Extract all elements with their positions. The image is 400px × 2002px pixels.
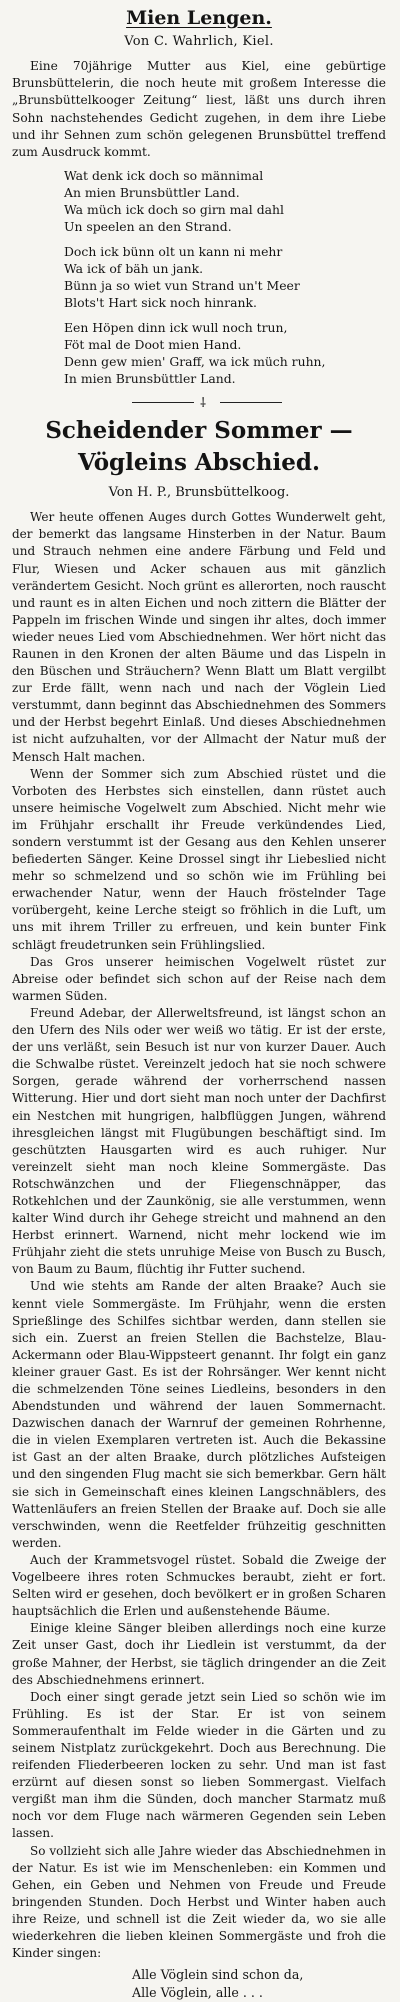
- article-paragraph: Wer heute offenen Auges durch Gottes Wunderwelt geht, der bemerkt das langsame Hinsterben in der Natur. Baum und Strauch nehmen eine andere Färbung und Feld und Flur, Wiesen und Acker schauen aus mit gänzlich verändertem Gesicht. Noch grünt es allerorten, noch rauscht und raunt es in alten Eichen und noch zittern die Blätter der Pappeln im frischen Winde und singen ihr altes, doch immer wieder neues Lied vom Abschiednehmen. Wer hört nicht das Raunen in den Kronen der alten Bäume und das Lispeln in den Büschen und Sträuchern? Wenn Blatt um Blatt vergilbt zur Erde fällt, wenn nach und nach der Vöglein Lied verstummt, dann beginnt das Abschiednehmen des Sommers und der Herbst begehrt Einlaß. Und dieses Abschiednehmen ist nicht aufzuhalten, vor der Allmacht der Natur muß der Mensch Halt machen.: [12, 510, 386, 764]
- divider-rule-right: [220, 402, 282, 403]
- article-paragraph: Das Gros unserer heimischen Vogelwelt rüstet zur Abreise oder befindet sich schon auf der Reise nach dem warmen Süden.: [12, 954, 386, 1003]
- poem-stanza: [64, 243, 386, 311]
- poem-line: Doch ick bünn olt un kann ni mehr: [64, 244, 283, 260]
- poem-section: [12, 6, 386, 387]
- poem-line: In mien Brunsbüttler Land.: [64, 371, 236, 387]
- divider-rule-left: [132, 402, 194, 403]
- article-byline: Von H. P., Brunsbüttelkoog.: [108, 485, 290, 501]
- song-line: Alle Vöglein, alle . . .: [132, 1985, 263, 2001]
- article-section: [12, 415, 386, 2002]
- article-paragraph: Einige kleine Sänger bleiben allerdings noch eine kurze Zeit unser Gast, doch ihr Liedlein ist verstummt, da der große Mahner, der Herbst, sie täglich dringender an die Zeit des Abschiednehmens erinnert.: [12, 1621, 386, 1687]
- article-paragraph: Auch der Krammetsvogel rüstet. Sobald die Zweige der Vogelbeere ihres roten Schmuckes beraubt, zieht er fort. Selten wird er gesehen, doch bevölkert er in großen Scharen hauptsächlich die Erlen und außenstehende Bäume.: [12, 1552, 386, 1619]
- article-paragraph: Und wie stehts am Rande der alten Braake? Auch sie kennt viele Sommergäste. Im Frühjahr, wenn die ersten Sprießlinge des Schilfes sichtbar werden, dann stellen sie sich ein. Zuerst an freien Stellen die Bachstelze, Blau-Ackermann oder Blau-Wippsteert genannt. Ihr folgt ein ganz kleiner grauer Gast. Es ist der Rohrsänger. Wer kennt nicht die schmelzenden Töne seines Liedleins, besonders in den Abendstunden und während der lauen Sommernacht. Dazwischen danach der Warnruf der gemeinen Rohrhenne, die in vielen Exemplaren vertreten ist. Auch die Bekassine ist Gast an der alten Braake, durch plötzliches Aufsteigen und den singenden Flug macht sie sich bemerkbar. Gern hält sie sich in Gemeinschaft eines kleinen Langschnäblers, des Wattenläufers an freien Stellen der Braake auf. Doch sie alle verschwinden, wenn die Reetfelder frühzeitig geschnitten werden.: [12, 1279, 386, 1550]
- article-paragraph: Freund Adebar, der Allerweltsfreund, ist längst schon an den Ufern des Nils oder wer weiß wo tätig. Er ist der erste, der uns verläßt, sein Besuch ist nur von kurzer Dauer. Auch die Schwalbe rüstet. Vereinzelt jedoch hat sie noch schwere Sorgen, gerade während der vorherrschend nassen Witterung. Hier und dort sieht man noch unter der Dachfirst ein Nestchen mit hungrigen, halbflüggen Jungen, während ihresgleichen längst mit Flugübungen beschäftigt sind. Im geschützten Hausgarten wird es auch ruhiger. Nur vereinzelt sieht man noch kleine Sommergäste. Das Rotschwänzchen und der Fliegenschnäpper, das Rotkehlchen und der Zaunkönig, sie alle verstummen, wenn kalter Wind durch ihr Gehege streicht und mahnend an den Herbst erinnert. Warnend, nicht mehr lockend wie im Frühjahr zieht die stets unruhige Meise von Busch zu Busch, von Baum zu Baum, flüchtig ihr Futter suchend.: [12, 1005, 386, 1277]
- article-title: [12, 415, 386, 479]
- poem-line: Een Höpen dinn ick wull noch trun,: [64, 320, 288, 336]
- article-title-line: Vögleins Abschied.: [77, 449, 320, 477]
- poem-line: Föt mal de Doot mien Hand.: [64, 337, 242, 353]
- poem-line: Wa ick of bäh un jank.: [64, 261, 204, 277]
- poem-byline: Von C. Wahrlich, Kiel.: [124, 34, 274, 49]
- section-divider: [12, 395, 386, 412]
- poem-line: Denn gew mien' Graff, wa ick müch ruhn,: [64, 354, 326, 370]
- article-paragraph: So vollzieht sich alle Jahre wieder das Abschiednehmen in der Natur. Es ist wie im Menschenleben: ein Kommen und Gehen, ein Geben und Nehmen von Freude und Freude bringenden Stunden. Doch Herbst und Winter haben auch ihre Reize, und schnell ist die Zeit wieder da, wo sie alle wiederkehren die lieben kleinen Sommergäste und froh die Kinder singen:: [12, 1843, 386, 1961]
- divider-ornament-icon: ⸸: [200, 396, 207, 412]
- article-paragraph: Doch einer singt gerade jetzt sein Lied so schön wie im Frühling. Es ist der Star. Er ist von seinem Sommeraufenthalt im Felde wieder in die Gärten und zu seinem Nistplatz zurückgekehrt. Doch aus Berechnung. Die reifenden Fliederbeeren locken zu sehr. Und man ist fast erzürnt auf diesen sonst so lieben Sommergast. Vielfach vergißt man ihm die Sünden, doch mancher Starmatz muß noch vor dem Fluge nach wärmeren Gegenden sein Leben lassen.: [12, 1689, 386, 1841]
- poem-line: Bünn ja so wiet vun Strand un't Meer: [64, 278, 300, 294]
- poem-intro: Eine 70jährige Mutter aus Kiel, eine gebürtige Brunsbüttelerin, die noch heute mit großem Interesse die „Brunsbüttelkooger Zeitung“ liest, läßt uns durch ihren Sohn nachstehendes Gedicht zugehen, in dem ihre Liebe und ihr Sehnen zum schön gelegenen Brunsbüttel treffend zum Ausdruck kommt.: [12, 59, 386, 160]
- poem-stanza: [64, 167, 386, 235]
- poem-line: Wa müch ick doch so girn mal dahl: [64, 202, 284, 218]
- poem-stanza: [64, 319, 386, 387]
- poem-line: Blots't Hart sick noch hinrank.: [64, 295, 257, 311]
- poem-line: Un speelen an den Strand.: [64, 219, 232, 235]
- poem-line: An mien Brunsbüttler Land.: [64, 185, 240, 201]
- song-line: Alle Vöglein sind schon da,: [132, 1967, 304, 1983]
- article-title-line: Scheidender Sommer —: [45, 417, 353, 445]
- article-paragraph: Wenn der Sommer sich zum Abschied rüstet und die Vorboten des Herbstes sich einstellen, dann rüstet auch unsere heimische Vogelwelt zum Abschied. Nicht mehr wie im Frühjahr erschallt ihr Freude verkündendes Lied, sondern verstummt ist der Gesang aus den Kehlen unserer befiederten Sänger. Keine Drossel singt ihr Liebeslied nicht mehr so schmelzend und so schön wie im Frühling bei erwachender Natur, wenn der Hauch fröstelnder Tage vorübergeht, keine Lerche steigt so fröhlich in die Luft, um uns mit ihrem Triller zu erfreuen, und kein bunter Fink schlägt freudetrunken sein Frühlingslied.: [12, 766, 386, 952]
- poem-line: Wat denk ick doch so männimal: [64, 168, 264, 184]
- poem-title: Mien Lengen.: [126, 7, 272, 29]
- song-quote: [132, 1966, 386, 2002]
